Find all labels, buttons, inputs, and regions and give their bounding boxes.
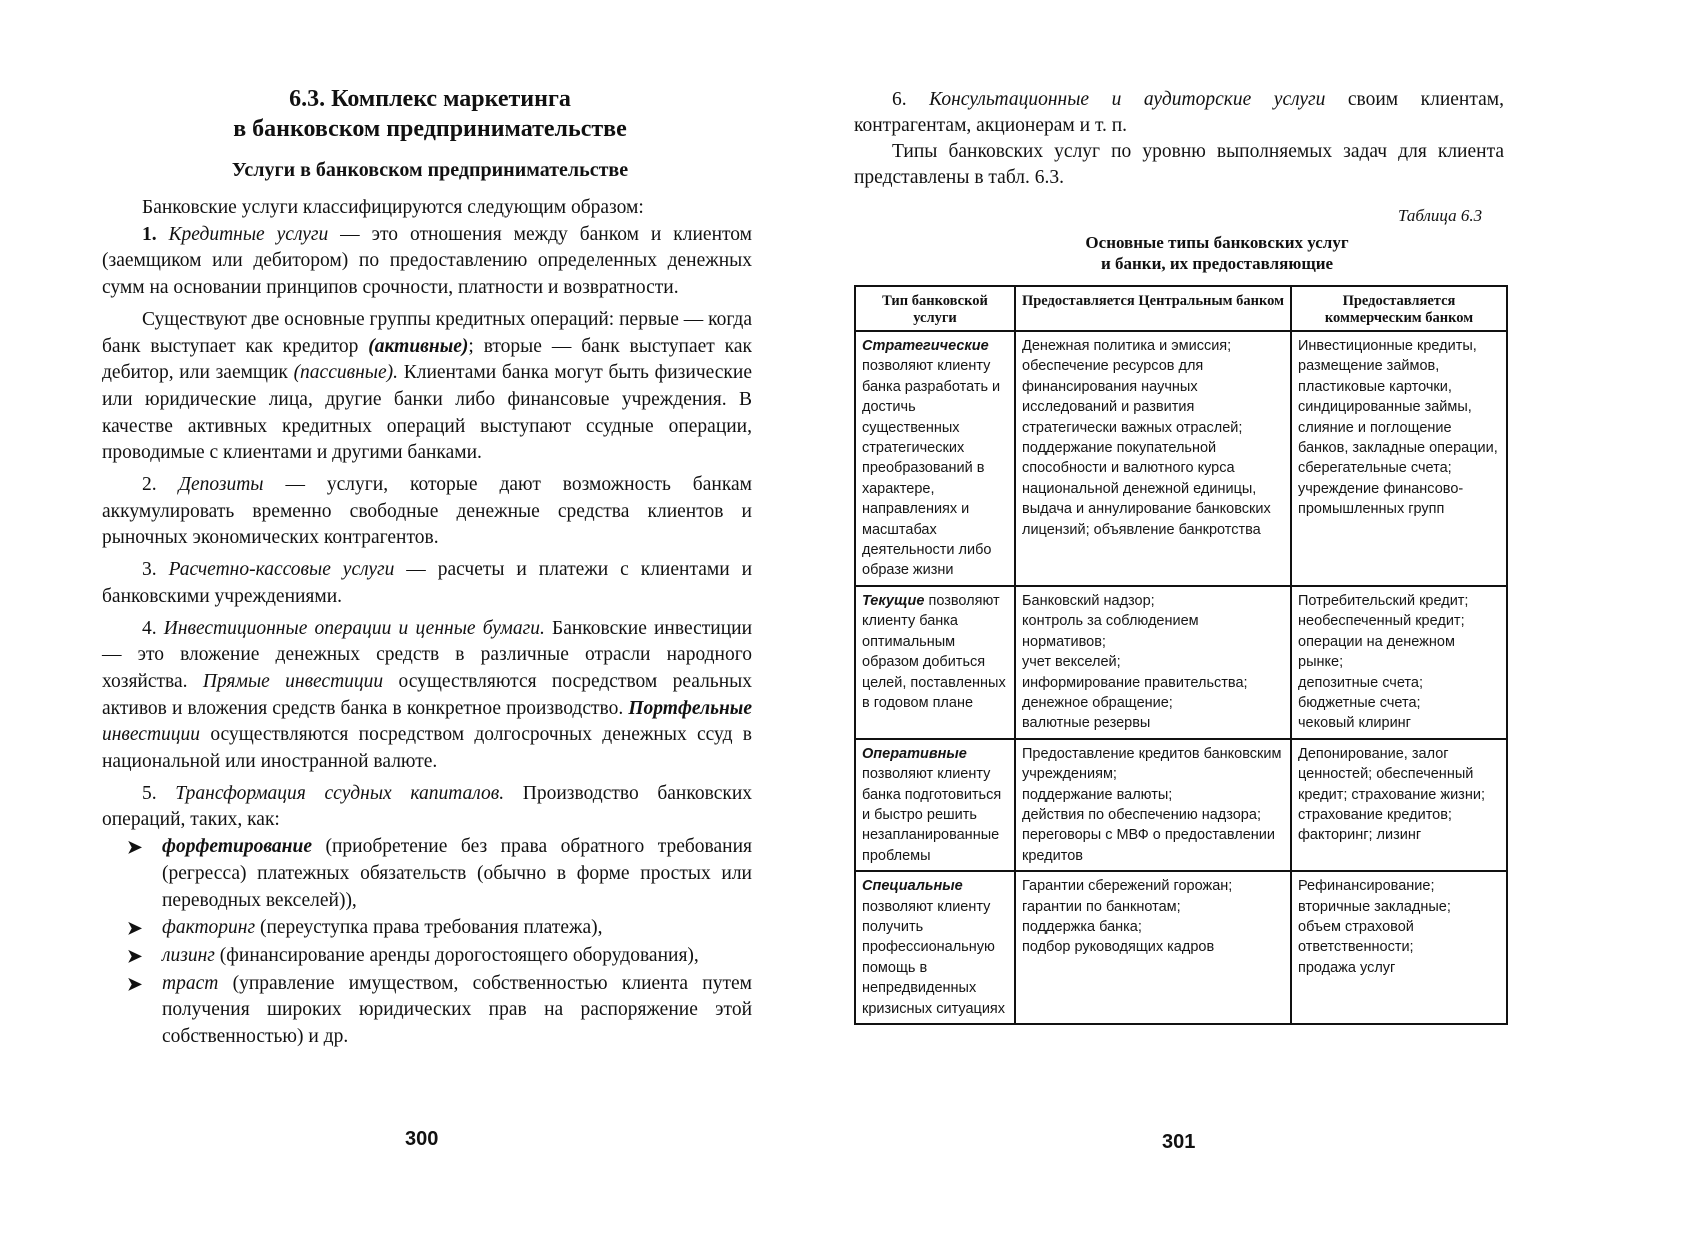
- cell-line: бюджетные счета;: [1298, 694, 1421, 711]
- cell-line: поддержка банка;: [1022, 918, 1142, 935]
- cell-line: Гарантии сбережений горожан;: [1022, 878, 1233, 895]
- cell-commercial-bank: [1291, 871, 1507, 1024]
- section-title: Услуги в банковском предпринимательстве: [231, 159, 629, 181]
- column-header-type: Тип банковской услуги: [855, 286, 1015, 331]
- cell-line: Предоставление кредитов банковским учреждениям;: [1022, 745, 1282, 783]
- left-page: [0, 0, 842, 1243]
- bank-services-table: [854, 285, 1508, 1025]
- column-header-commercial: Предоставляется коммерческим банком: [1291, 286, 1507, 331]
- cell-central-bank: [1015, 331, 1291, 586]
- intro-paragraph: Банковские услуги классифицируются следующим образом:: [142, 197, 644, 218]
- list-item: ➤ траст (управление имуществом, собственностью клиента путем получения широких юридических прав на распоряжение этой собственностью) и др.: [127, 972, 752, 1048]
- cell-service-type: [855, 871, 1015, 1024]
- operations-list: [102, 834, 752, 1051]
- table-row: [855, 586, 1507, 739]
- cell-service-type: [855, 331, 1015, 586]
- paragraph-transformation: 5. Трансформация ссудных капиталов. Производство банковских операций, таких, как:: [102, 782, 753, 831]
- list-item: ➤ лизинг (финансирование аренды дорогостоящего оборудования),: [162, 943, 752, 970]
- table-label: Таблица 6.3: [1398, 206, 1483, 225]
- cell-line: денежное обращение;: [1022, 694, 1173, 711]
- cell-service-type: [855, 586, 1015, 739]
- cell-line: гарантии по банкнотам;: [1022, 898, 1181, 915]
- cell-line: продажа услуг: [1298, 959, 1396, 976]
- cell-line: действия по обеспечению надзора;: [1022, 806, 1261, 823]
- cell-commercial-bank: [1291, 586, 1507, 739]
- cell-line: Депонирование, залог ценностей; обеспеченный кредит; страхование жизни; страхование кредитов; факторинг; лизинг: [1298, 745, 1485, 844]
- service-type-name: Оперативные: [862, 745, 967, 762]
- paragraph-credit-groups: Существуют две основные группы кредитных операций: первые — когда банк выступает как кредитор (активные); вторые — банк выступает как дебитор, или заемщик (пассивные). Клиентами банка могут быть физические или юридические лица, другие банки либо финансовые учреждения. В качестве активных кредитных операций выступают ссудные операции, проводимые с клиентами и другими банками.: [102, 308, 752, 464]
- service-type-name: Специальные: [862, 878, 963, 895]
- chapter-title: 6.3. Комплекс маркетинга в банковском предпринимательстве: [233, 86, 627, 142]
- paragraph-consulting: 6. Консультационные и аудиторские услуги своим клиентам, контрагентам, акционерам и т. п.: [854, 89, 1504, 136]
- cell-line: необеспеченный кредит;: [1298, 613, 1465, 630]
- paragraph-settlement: 3. Расчетно-кассовые услуги — расчеты и платежи с клиентами и банковскими учреждениями.: [102, 559, 753, 607]
- table-row: [855, 871, 1507, 1024]
- cell-line: операции на денежном рынке;: [1298, 633, 1455, 671]
- left-body-text: [102, 195, 752, 1052]
- paragraph-deposits: 2. Депозиты — услуги, которые дают возможность банкам аккумулировать временно свободные денежные средства клиентов и рыночных экономических контрагентов.: [102, 474, 752, 549]
- table-row: [855, 739, 1507, 871]
- arrow-bullet-icon: ➤: [127, 973, 143, 994]
- cell-line: чековый клиринг: [1298, 715, 1411, 732]
- cell-line: Рефинансирование;: [1298, 878, 1435, 895]
- service-type-name: Стратегические: [862, 338, 989, 354]
- paragraph-investments: 4. Инвестиционные операции и ценные бумаги. Банковские инвестиции — это вложение денежных средств в различные отрасли народного хозяйства. Прямые инвестиции осуществляются посредством реальных активов и вложения средств банка в конкретное производство. Портфельные инвестиции осуществляются посредством долгосрочных денежных ссуд в национальной или иностранной валюте.: [102, 617, 753, 773]
- cell-commercial-bank: [1291, 331, 1507, 586]
- cell-line: Потребительский кредит;: [1298, 592, 1469, 609]
- cell-central-bank: [1015, 586, 1291, 739]
- cell-line: учет векселей;: [1022, 654, 1121, 671]
- cell-line: подбор руководящих кадров: [1022, 939, 1215, 956]
- right-body-text: [854, 87, 1504, 191]
- cell-line: валютные резервы: [1022, 715, 1151, 732]
- table-header-row: [855, 286, 1507, 331]
- cell-line: Инвестиционные кредиты, размещение займов, пластиковые карточки, синдицированные займы, слияние и поглощение банков, закладные операции, сберегательные счета; учреждение финансово-промышленных групп: [1298, 338, 1498, 518]
- page-number-right: 301: [1162, 1131, 1196, 1153]
- service-type-description: позволяют клиенту получить профессиональную помощь в непредвиденных кризисных ситуациях: [862, 898, 1006, 1017]
- cell-line: контроль за соблюдением нормативов;: [1022, 613, 1199, 650]
- arrow-bullet-icon: ➤: [127, 837, 143, 858]
- cell-line: депозитные счета;: [1298, 674, 1423, 691]
- arrow-bullet-icon: ➤: [127, 918, 143, 939]
- service-type-description: позволяют клиенту банка подготовиться и быстро решить незапланированные проблемы: [862, 766, 1002, 864]
- service-type-description: позволяют клиенту банка разработать и достичь существенных стратегических преобразований в характере, направлениях и масштабах деятельности либо образе жизни: [862, 358, 1001, 579]
- cell-commercial-bank: [1291, 739, 1507, 871]
- service-type-name: Текущие: [862, 592, 925, 609]
- table-caption: Основные типы банковских услуг и банки, их предоставляющие: [1085, 233, 1349, 273]
- cell-line: переговоры с МВФ о предоставлении кредитов: [1022, 827, 1275, 864]
- right-page: [842, 0, 1685, 1243]
- cell-line: Денежная политика и эмиссия; обеспечение ресурсов для финансирования научных исследований и развития стратегически важных отраслей; поддержание покупательной способности и валютного курса национальной денежной единицы, выдача и аннулирование банковских лицензий; объявление банкротства: [1022, 338, 1271, 538]
- cell-service-type: [855, 739, 1015, 871]
- table-body: [855, 331, 1507, 1024]
- cell-line: информирование правительства;: [1022, 674, 1248, 691]
- arrow-bullet-icon: ➤: [127, 945, 143, 966]
- paragraph-types: Типы банковских услуг по уровню выполняемых задач для клиента представлены в табл. 6.3.: [854, 141, 1504, 188]
- list-item: ➤ факторинг (переуступка права требования платежа),: [162, 915, 752, 942]
- cell-central-bank: [1015, 739, 1291, 871]
- page-number-left: 300: [405, 1128, 439, 1150]
- paragraph-credit-services: 1. Кредитные услуги — это отношения между банком и клиентом (заемщиком или дебитором) по предоставлению определенных денежных сумм на основании принципов срочности, платности и возвратности.: [102, 223, 753, 299]
- cell-line: вторичные закладные;: [1298, 898, 1451, 915]
- table-row: [855, 331, 1507, 586]
- service-type-description: позволяют клиенту банка оптимальным образом добиться целей, поставленных в годовом плане: [862, 592, 1006, 711]
- cell-line: поддержание валюты;: [1022, 786, 1173, 803]
- list-item: ➤ форфетирование (приобретение без права обратного требования (регресса) платежных обязательств (обычно в форме простых или переводных векселей)),: [127, 836, 752, 911]
- column-header-central: Предоставляется Центральным банком: [1015, 286, 1291, 331]
- cell-line: объем страховой ответственности;: [1298, 918, 1414, 956]
- cell-central-bank: [1015, 871, 1291, 1024]
- cell-line: Банковский надзор;: [1022, 592, 1155, 609]
